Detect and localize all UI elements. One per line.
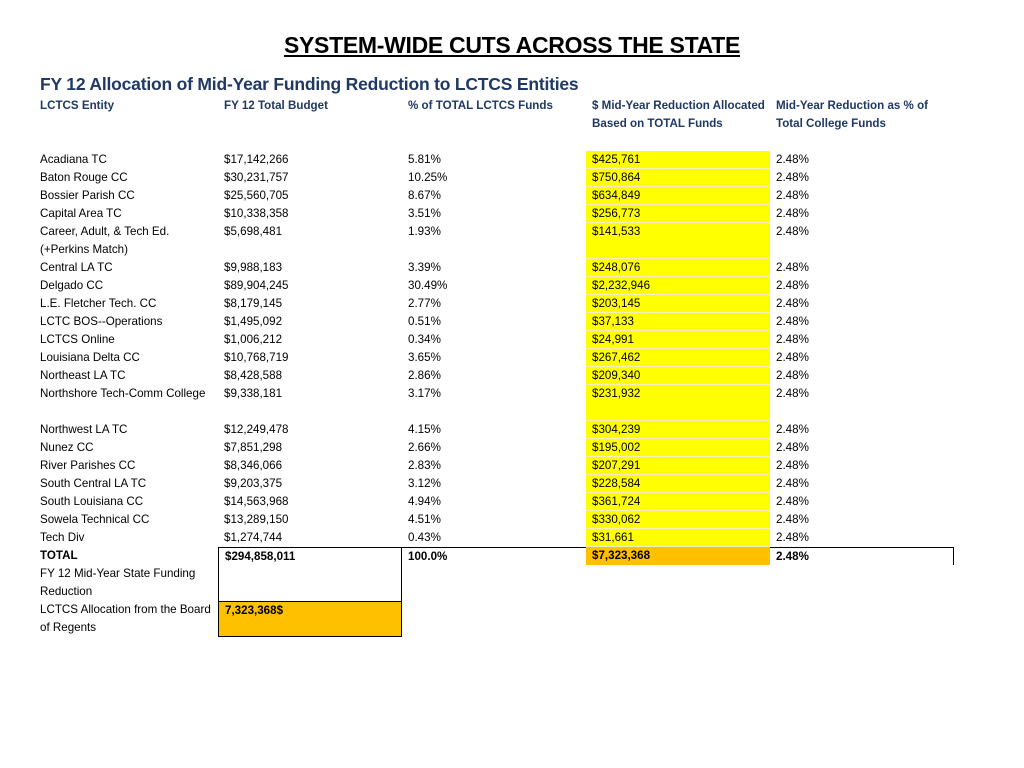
entity-cell: Baton Rouge CC (40, 171, 128, 184)
budget-cell: $14,563,968 (224, 495, 289, 508)
rate-cell: 2.48% (776, 261, 809, 274)
reduction-cell: $248,076 (586, 259, 770, 277)
table-row (34, 277, 954, 295)
entity-cell: South Louisiana CC (40, 495, 144, 508)
table-row (34, 475, 954, 493)
budget-cell: $7,851,298 (224, 441, 283, 454)
table-header-row (34, 97, 954, 151)
percent-cell: 5.81% (408, 153, 441, 166)
reduction-cell: $425,761 (586, 151, 770, 169)
table-row (34, 331, 954, 349)
reduction-cell: $24,991 (586, 331, 770, 349)
column-header-budget: FY 12 Total Budget (224, 99, 328, 112)
rate-cell: 2.48% (776, 315, 809, 328)
budget-cell: $8,179,145 (224, 297, 283, 310)
entity-cell: Northwest LA TC (40, 423, 128, 436)
table-row (34, 169, 954, 187)
rate-cell: 2.48% (776, 225, 809, 238)
table-row (34, 511, 954, 529)
entity-cell: Northshore Tech-Comm College (40, 387, 206, 400)
page-title: SYSTEM-WIDE CUTS ACROSS THE STATE (283, 32, 741, 58)
percent-cell: 30.49% (408, 279, 448, 292)
entity-cell: Delgado CC (40, 279, 104, 292)
reduction-cell: $207,291 (586, 457, 770, 475)
table-row (34, 151, 954, 169)
percent-cell: 4.51% (408, 513, 441, 526)
reduction-cell: $361,724 (586, 493, 770, 511)
table-row (34, 439, 954, 457)
rate-cell: 2.48% (776, 369, 809, 382)
column-header-rate: Mid-Year Reduction as % of Total College Funds (776, 99, 929, 130)
reduction-cell: $304,239 (586, 421, 770, 439)
reduction-cell: $2,232,946 (586, 277, 770, 295)
total-budget: $294,858,011 (218, 547, 402, 565)
rate-cell: 2.48% (776, 351, 809, 364)
entity-cell: South Central LA TC (40, 477, 147, 490)
total-percent: 100.0% (402, 547, 586, 565)
reduction-cell: $330,062 (586, 511, 770, 529)
percent-cell: 3.12% (408, 477, 441, 490)
percent-cell: 3.65% (408, 351, 441, 364)
reduction-cell: $256,773 (586, 205, 770, 223)
column-header-percent: % of TOTAL LCTCS Funds (408, 99, 553, 112)
table-row (34, 349, 954, 367)
rate-cell: 2.48% (776, 441, 809, 454)
state-reduction-value (218, 565, 402, 601)
rate-cell: 2.48% (776, 297, 809, 310)
table-row (34, 529, 954, 547)
percent-cell: 3.17% (408, 387, 441, 400)
rate-cell: 2.48% (776, 333, 809, 346)
budget-cell: $12,249,478 (224, 423, 289, 436)
percent-cell: 3.51% (408, 207, 441, 220)
entity-cell: Sowela Technical CC (40, 513, 150, 526)
rate-cell: 2.48% (776, 531, 809, 544)
table-row (34, 385, 954, 421)
entity-cell: Nunez CC (40, 441, 94, 454)
percent-cell: 1.93% (408, 225, 441, 238)
state-reduction-row (34, 565, 954, 601)
funding-table (34, 97, 954, 637)
table-row (34, 187, 954, 205)
regents-allocation-label: LCTCS Allocation from the Board of Regents (40, 603, 211, 634)
reduction-cell: $267,462 (586, 349, 770, 367)
reduction-cell: $750,864 (586, 169, 770, 187)
percent-cell: 2.83% (408, 459, 441, 472)
total-reduction: $7,323,368 (586, 547, 770, 565)
column-header-entity: LCTCS Entity (40, 99, 115, 112)
percent-cell: 10.25% (408, 171, 448, 184)
rate-cell: 2.48% (776, 423, 809, 436)
entity-cell: Tech Div (40, 531, 85, 544)
reduction-cell: $209,340 (586, 367, 770, 385)
reduction-cell: $634,849 (586, 187, 770, 205)
entity-cell: Capital Area TC (40, 207, 122, 220)
budget-cell: $5,698,481 (224, 225, 283, 238)
table-row (34, 313, 954, 331)
reduction-cell: $203,145 (586, 295, 770, 313)
entity-cell: L.E. Fletcher Tech. CC (40, 297, 157, 310)
budget-cell: $8,428,588 (224, 369, 283, 382)
budget-cell: $13,289,150 (224, 513, 289, 526)
rate-cell: 2.48% (776, 171, 809, 184)
entity-cell: Career, Adult, & Tech Ed. (+Perkins Match) (40, 225, 170, 256)
table-row (34, 421, 954, 439)
table-subtitle: FY 12 Allocation of Mid-Year Funding Reduction to LCTCS Entities (40, 74, 579, 94)
table-row (34, 259, 954, 277)
percent-cell: 3.39% (408, 261, 441, 274)
percent-cell: 0.34% (408, 333, 441, 346)
entity-cell: Louisiana Delta CC (40, 351, 140, 364)
entity-cell: LCTC BOS--Operations (40, 315, 163, 328)
column-header-reduction: $ Mid-Year Reduction Allocated Based on TOTAL Funds (592, 99, 765, 130)
entity-cell: River Parishes CC (40, 459, 136, 472)
table-row (34, 457, 954, 475)
rate-cell: 2.48% (776, 513, 809, 526)
rate-cell: 2.48% (776, 477, 809, 490)
budget-cell: $25,560,705 (224, 189, 289, 202)
budget-cell: $8,346,066 (224, 459, 283, 472)
rate-cell: 2.48% (776, 279, 809, 292)
regents-allocation-row (34, 601, 954, 637)
percent-cell: 2.86% (408, 369, 441, 382)
table-row (34, 205, 954, 223)
rate-cell: 2.48% (776, 207, 809, 220)
table-row (34, 493, 954, 511)
regents-allocation-value: 7,323,368$ (218, 601, 402, 637)
reduction-cell: $31,661 (586, 529, 770, 547)
budget-cell: $10,768,719 (224, 351, 289, 364)
percent-cell: 2.66% (408, 441, 441, 454)
table-row (34, 295, 954, 313)
percent-cell: 2.77% (408, 297, 441, 310)
budget-cell: $1,495,092 (224, 315, 283, 328)
percent-cell: 0.43% (408, 531, 441, 544)
budget-cell: $10,338,358 (224, 207, 289, 220)
total-rate: 2.48% (770, 547, 954, 565)
reduction-cell: $141,533 (586, 223, 770, 259)
budget-cell: $1,274,744 (224, 531, 283, 544)
percent-cell: 4.15% (408, 423, 441, 436)
budget-cell: $9,203,375 (224, 477, 283, 490)
reduction-cell: $228,584 (586, 475, 770, 493)
rate-cell: 2.48% (776, 459, 809, 472)
budget-cell: $89,904,245 (224, 279, 289, 292)
entity-cell: Acadiana TC (40, 153, 107, 166)
percent-cell: 8.67% (408, 189, 441, 202)
table-row (34, 223, 954, 259)
budget-cell: $9,338,181 (224, 387, 283, 400)
entity-cell: Northeast LA TC (40, 369, 126, 382)
reduction-cell: $37,133 (586, 313, 770, 331)
percent-cell: 4.94% (408, 495, 441, 508)
budget-cell: $1,006,212 (224, 333, 283, 346)
reduction-cell: $195,002 (586, 439, 770, 457)
entity-cell: Bossier Parish CC (40, 189, 135, 202)
budget-cell: $30,231,757 (224, 171, 289, 184)
table-body (34, 151, 954, 547)
total-row (34, 547, 954, 565)
rate-cell: 2.48% (776, 153, 809, 166)
budget-cell: $17,142,266 (224, 153, 289, 166)
rate-cell: 2.48% (776, 387, 809, 400)
rate-cell: 2.48% (776, 495, 809, 508)
total-label: TOTAL (40, 549, 78, 562)
entity-cell: Central LA TC (40, 261, 113, 274)
state-reduction-label: FY 12 Mid-Year State Funding Reduction (40, 567, 196, 598)
rate-cell: 2.48% (776, 189, 809, 202)
entity-cell: LCTCS Online (40, 333, 115, 346)
percent-cell: 0.51% (408, 315, 441, 328)
table-row (34, 367, 954, 385)
reduction-cell: $231,932 (586, 385, 770, 421)
budget-cell: $9,988,183 (224, 261, 283, 274)
